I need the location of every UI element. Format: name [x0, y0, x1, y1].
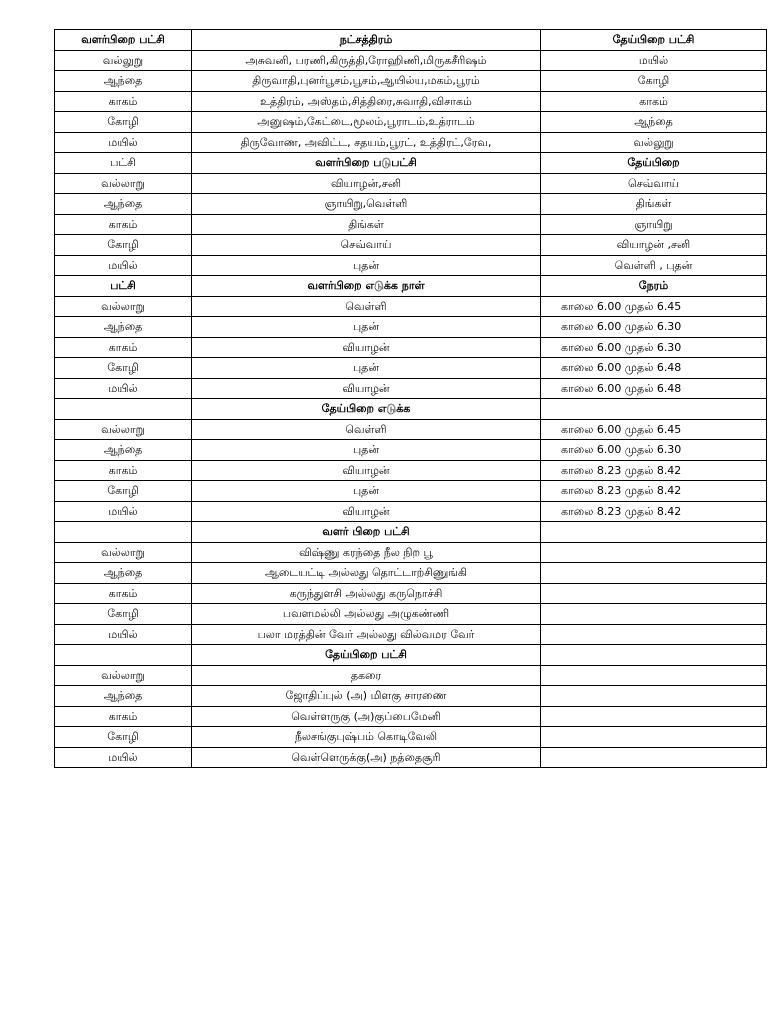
- table-cell[interactable]: மயில்: [55, 133, 192, 153]
- table-cell[interactable]: வெள்ளி: [192, 420, 541, 440]
- table-cell[interactable]: காலை 6.00 முதல் 6.30: [541, 440, 767, 461]
- table-row: [55, 440, 767, 461]
- table-cell[interactable]: வியாழன்: [192, 338, 541, 358]
- table-row: [55, 174, 767, 194]
- table-row: [55, 30, 767, 51]
- table-cell[interactable]: அனுஷம்,கேட்டை,மூலம்,பூராடம்,உத்ராடம்: [192, 112, 541, 133]
- table-cell[interactable]: ஆந்தை: [55, 71, 192, 92]
- table-cell[interactable]: வல்லாறு: [55, 666, 192, 686]
- table-cell[interactable]: [541, 686, 767, 707]
- table-cell[interactable]: [541, 625, 767, 645]
- table-cell[interactable]: காலை 8.23 முதல் 8.42: [541, 461, 767, 481]
- spreadsheet-table: [54, 29, 767, 768]
- table-cell[interactable]: [541, 604, 767, 625]
- table-cell[interactable]: [541, 543, 767, 563]
- table-cell[interactable]: மயில்: [55, 625, 192, 645]
- table-cell[interactable]: கோழி: [55, 604, 192, 625]
- table-cell[interactable]: திங்கள்: [192, 215, 541, 235]
- table-cell[interactable]: காகம்: [55, 584, 192, 604]
- table-row: [55, 51, 767, 71]
- table-row: [55, 707, 767, 727]
- table-cell[interactable]: [541, 645, 767, 666]
- table-cell[interactable]: புதன்: [192, 317, 541, 338]
- table-cell[interactable]: கோழி: [541, 71, 767, 92]
- table-row: [55, 112, 767, 133]
- table-cell[interactable]: பட்சி: [55, 276, 192, 297]
- table-row: [55, 297, 767, 317]
- table-row: [55, 153, 767, 174]
- table-cell[interactable]: தகரை: [192, 666, 541, 686]
- table-cell[interactable]: வியாழன் ,சனி: [541, 235, 767, 256]
- table-cell[interactable]: தேய்பிறை எடுக்க: [192, 399, 541, 420]
- table-row: [55, 71, 767, 92]
- table-cell[interactable]: பவளமல்லி அல்லது அழுகண்ணி: [192, 604, 541, 625]
- table-cell[interactable]: மயில்: [55, 502, 192, 522]
- table-row: [55, 502, 767, 522]
- table-cell[interactable]: ஆந்தை: [55, 440, 192, 461]
- table-row: [55, 543, 767, 563]
- table-cell[interactable]: ஆந்தை: [55, 686, 192, 707]
- table-cell[interactable]: காலை 8.23 முதல் 8.42: [541, 481, 767, 502]
- table-cell[interactable]: திங்கள்: [541, 194, 767, 215]
- table-cell[interactable]: கோழி: [55, 235, 192, 256]
- table-cell[interactable]: கோழி: [55, 112, 192, 133]
- table-cell[interactable]: [541, 727, 767, 748]
- table-cell[interactable]: கோழி: [55, 481, 192, 502]
- table-cell[interactable]: [541, 707, 767, 727]
- table-row: [55, 748, 767, 768]
- table-row: [55, 481, 767, 502]
- table-cell[interactable]: காகம்: [55, 92, 192, 112]
- table-cell[interactable]: மயில்: [55, 379, 192, 399]
- table-cell[interactable]: செவ்வாய்: [192, 235, 541, 256]
- table-cell[interactable]: ஆந்தை: [55, 317, 192, 338]
- table-row: [55, 584, 767, 604]
- table-cell[interactable]: பட்சி: [55, 153, 192, 174]
- table-cell[interactable]: மயில்: [55, 256, 192, 276]
- table-cell[interactable]: மயில்: [55, 748, 192, 768]
- table-cell[interactable]: [55, 399, 192, 420]
- table-cell[interactable]: மயில்: [541, 51, 767, 71]
- table-row: [55, 276, 767, 297]
- table-cell[interactable]: காலை 8.23 முதல் 8.42: [541, 502, 767, 522]
- table-cell[interactable]: காலை 6.00 முதல் 6.45: [541, 420, 767, 440]
- table-cell[interactable]: நட்சத்திரம்: [192, 30, 541, 51]
- table-cell[interactable]: அசுவனி, பரணி,கிருத்தி,ரோஹிணி,மிருகசீரிஷம்: [192, 51, 541, 71]
- table-cell[interactable]: ஆடையட்டி அல்லது தொட்டாற்சிணுங்கி: [192, 563, 541, 584]
- table-row: [55, 379, 767, 399]
- table-row: [55, 461, 767, 481]
- table-cell[interactable]: ஞாயிறு: [541, 215, 767, 235]
- table-cell[interactable]: காலை 6.00 முதல் 6.30: [541, 317, 767, 338]
- table-row: [55, 235, 767, 256]
- table-row: [55, 625, 767, 645]
- table-cell[interactable]: கோழி: [55, 358, 192, 379]
- table-cell[interactable]: நீலசங்குபுஷ்பம் கொடிவேலி: [192, 727, 541, 748]
- table-cell[interactable]: நேரம்: [541, 276, 767, 297]
- table-row: [55, 563, 767, 584]
- table-cell[interactable]: திருவாதி,புனர்பூசம்,பூசம்,ஆயில்ய,மகம்,பூரம்: [192, 71, 541, 92]
- table-row: [55, 666, 767, 686]
- table-cell[interactable]: காலை 6.00 முதல் 6.45: [541, 297, 767, 317]
- table-row: [55, 727, 767, 748]
- table-cell[interactable]: புதன்: [192, 481, 541, 502]
- table-row: [55, 92, 767, 112]
- table-row: [55, 645, 767, 666]
- table-row: [55, 399, 767, 420]
- table-row: [55, 256, 767, 276]
- table-cell[interactable]: காகம்: [55, 461, 192, 481]
- table-cell[interactable]: வல்லாறு: [55, 297, 192, 317]
- table-cell[interactable]: தேய்பிறை பட்சி: [541, 30, 767, 51]
- table-cell[interactable]: வியாழன்: [192, 502, 541, 522]
- table-cell[interactable]: [541, 399, 767, 420]
- table-cell[interactable]: [541, 748, 767, 768]
- table-cell[interactable]: தேய்பிறை: [541, 153, 767, 174]
- table-cell[interactable]: ஞாயிறு,வெள்ளி: [192, 194, 541, 215]
- table-cell[interactable]: வெள்ளி: [192, 297, 541, 317]
- table-cell[interactable]: காலை 6.00 முதல் 6.48: [541, 358, 767, 379]
- table-row: [55, 420, 767, 440]
- table-cell[interactable]: காகம்: [55, 215, 192, 235]
- table-row: [55, 317, 767, 338]
- table-cell[interactable]: வியாழன்: [192, 461, 541, 481]
- table-row: [55, 522, 767, 543]
- table-cell[interactable]: [55, 522, 192, 543]
- table-cell[interactable]: விஷ்ணு கரந்தை நீல நிற பூ: [192, 543, 541, 563]
- table-cell[interactable]: வளர்பிறை எடுக்க நாள்: [192, 276, 541, 297]
- table-cell[interactable]: உத்திரம், அஸ்தம்,சித்திரை,சுவாதி,விசாகம்: [192, 92, 541, 112]
- table-cell[interactable]: காகம்: [541, 92, 767, 112]
- table-cell[interactable]: வளர்பிறை பட்சி: [55, 30, 192, 51]
- table-cell[interactable]: காகம்: [55, 707, 192, 727]
- table-cell[interactable]: புதன்: [192, 440, 541, 461]
- table-cell[interactable]: வல்லாறு: [55, 543, 192, 563]
- table-row: [55, 358, 767, 379]
- table-cell[interactable]: [541, 563, 767, 584]
- table-row: [55, 215, 767, 235]
- table-cell[interactable]: கருந்துளசி அல்லது கருநொச்சி: [192, 584, 541, 604]
- table-cell[interactable]: [541, 584, 767, 604]
- table-cell[interactable]: வியாழன்: [192, 379, 541, 399]
- table-cell[interactable]: [541, 522, 767, 543]
- table-cell[interactable]: புதன்: [192, 358, 541, 379]
- table-cell[interactable]: புதன்: [192, 256, 541, 276]
- table-cell[interactable]: வல்லுறு: [55, 51, 192, 71]
- table-row: [55, 133, 767, 153]
- table-cell[interactable]: கோழி: [55, 727, 192, 748]
- table-row: [55, 604, 767, 625]
- table-body: [55, 30, 767, 768]
- table-cell[interactable]: காலை 6.00 முதல் 6.48: [541, 379, 767, 399]
- table-cell[interactable]: வியாழன்,சனி: [192, 174, 541, 194]
- table-cell[interactable]: வெள்ளருகு (அ)குப்பைமேனி: [192, 707, 541, 727]
- table-cell[interactable]: வெள்ளெருக்கு(அ) நத்தைசூரி: [192, 748, 541, 768]
- table-cell[interactable]: [55, 645, 192, 666]
- table-cell[interactable]: காகம்: [55, 338, 192, 358]
- table-cell[interactable]: பலா மரத்தின் வேர் அல்லது வில்வமர வேர்: [192, 625, 541, 645]
- table-row: [55, 194, 767, 215]
- table-cell[interactable]: திருவோண, அவிட்ட, சதயம்,பூரட், உத்திரட்,ரேவ,: [192, 133, 541, 153]
- table-cell[interactable]: ஆந்தை: [55, 563, 192, 584]
- table-row: [55, 686, 767, 707]
- table-cell[interactable]: ஆந்தை: [55, 194, 192, 215]
- table-cell[interactable]: வல்லாறு: [55, 420, 192, 440]
- table-cell[interactable]: வெள்ளி , புதன்: [541, 256, 767, 276]
- table-cell[interactable]: [541, 666, 767, 686]
- table-cell[interactable]: ஆந்தை: [541, 112, 767, 133]
- table-cell[interactable]: தேய்பிறை பட்சி: [192, 645, 541, 666]
- table-cell[interactable]: செவ்வாய்: [541, 174, 767, 194]
- table-cell[interactable]: காலை 6.00 முதல் 6.30: [541, 338, 767, 358]
- table-cell[interactable]: ஜோதிப்புல் (அ) மிளகு சாரணை: [192, 686, 541, 707]
- table-cell[interactable]: வல்லாறு: [55, 174, 192, 194]
- table-cell[interactable]: வல்லுறு: [541, 133, 767, 153]
- table-row: [55, 338, 767, 358]
- table-cell[interactable]: வளர் பிறை பட்சி: [192, 522, 541, 543]
- table-cell[interactable]: வளர்பிறை படுபட்சி: [192, 153, 541, 174]
